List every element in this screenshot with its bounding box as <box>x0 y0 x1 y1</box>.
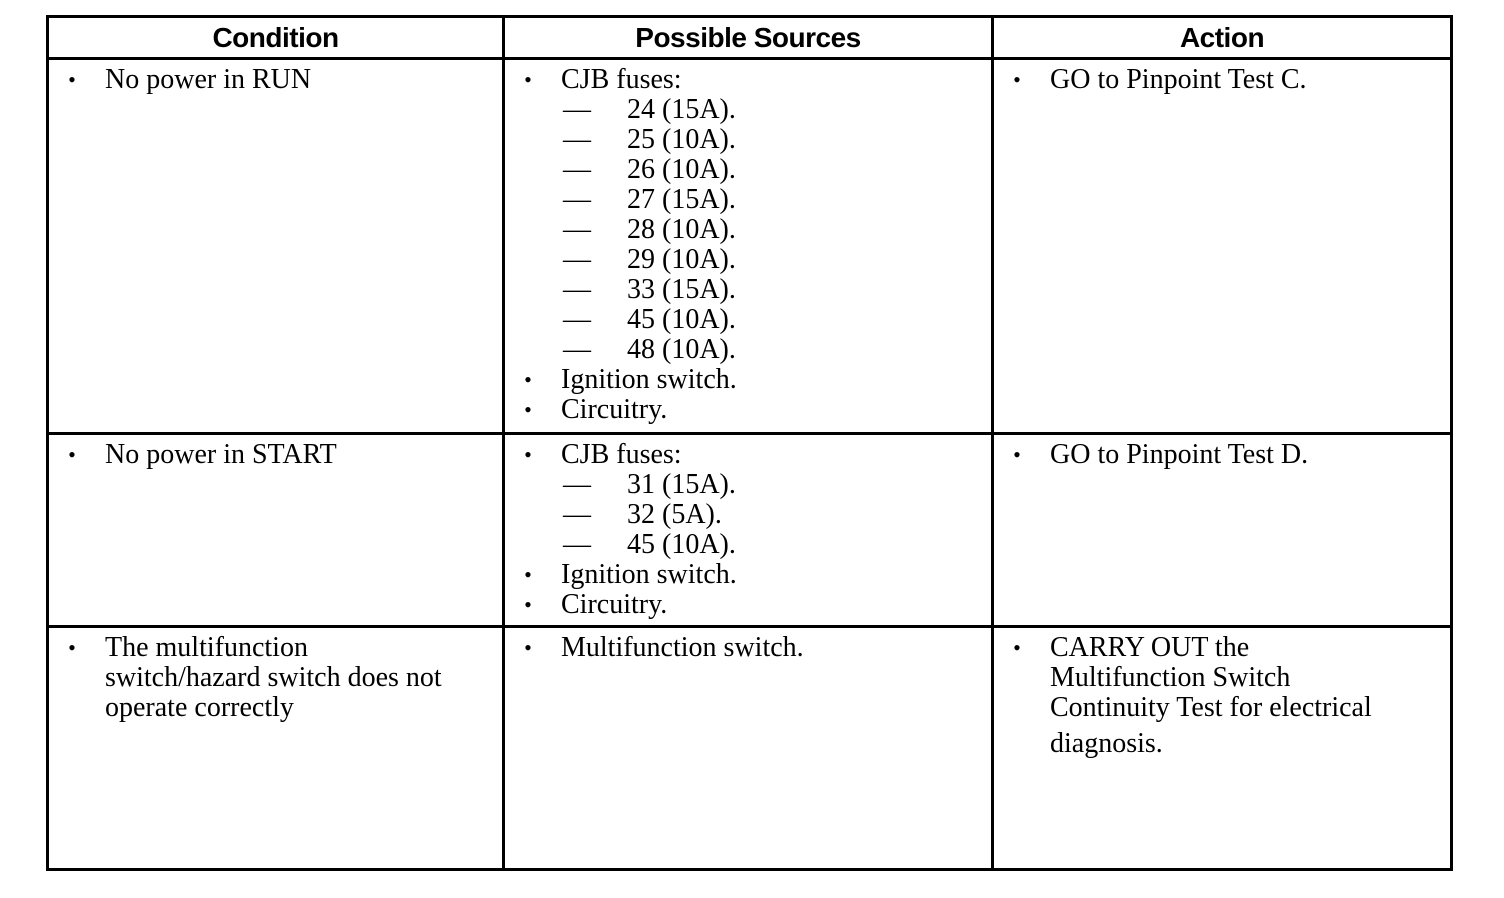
fuses-label: CJB fuses: <box>561 64 682 95</box>
source-item: Ignition switch. <box>561 559 737 590</box>
fuse-item: 25 (10A). <box>627 124 736 155</box>
bullet-icon: • <box>68 67 76 92</box>
bullet-icon: • <box>524 442 532 467</box>
condition-line: The multifunction <box>105 632 308 663</box>
fuse-item: 45 (10A). <box>627 529 736 560</box>
dash-icon: — <box>563 469 591 500</box>
dash-icon: — <box>563 214 591 245</box>
action-text: GO to Pinpoint Test D. <box>1050 439 1309 470</box>
fuse-item: 48 (10A). <box>627 334 736 365</box>
header-row <box>48 17 1452 59</box>
condition-cell <box>48 59 504 434</box>
table-row <box>48 627 1452 870</box>
bullet-icon: • <box>68 442 76 467</box>
action-line: Multifunction Switch <box>1050 662 1291 693</box>
bullet-icon: • <box>524 562 532 587</box>
condition-text: No power in RUN <box>105 64 312 95</box>
source-item: Circuitry. <box>561 394 668 425</box>
dash-icon: — <box>563 304 591 335</box>
action-line: CARRY OUT the <box>1050 632 1250 663</box>
table-row <box>48 59 1452 434</box>
fuse-item: 32 (5A). <box>627 499 722 530</box>
fuse-item: 29 (10A). <box>627 244 736 275</box>
source-item: Multifunction switch. <box>561 632 804 663</box>
dash-icon: — <box>563 94 591 125</box>
source-item: Ignition switch. <box>561 364 737 395</box>
action-cell <box>993 59 1452 434</box>
dash-icon: — <box>563 274 591 305</box>
sources-cell <box>504 434 993 627</box>
dash-icon: — <box>563 184 591 215</box>
bullet-icon: • <box>524 635 532 660</box>
condition-line: switch/hazard switch does not <box>105 662 442 693</box>
dash-icon: — <box>563 154 591 185</box>
source-item: Circuitry. <box>561 589 668 620</box>
table-row <box>48 434 1452 627</box>
bullet-icon: • <box>68 635 76 660</box>
action-cell <box>993 434 1452 627</box>
fuse-item: 45 (10A). <box>627 304 736 335</box>
action-text: GO to Pinpoint Test C. <box>1050 64 1307 95</box>
bullet-icon: • <box>1013 442 1021 467</box>
bullet-icon: • <box>524 592 532 617</box>
bullet-icon: • <box>524 67 532 92</box>
header-action: Action <box>993 17 1452 59</box>
action-cell <box>993 627 1452 870</box>
bullet-icon: • <box>1013 67 1021 92</box>
dash-icon: — <box>563 244 591 275</box>
condition-text: No power in START <box>105 439 337 470</box>
diagnosis-table <box>46 15 1453 871</box>
fuse-item: 26 (10A). <box>627 154 736 185</box>
header-possible-sources: Possible Sources <box>504 17 993 59</box>
sources-cell <box>504 59 993 434</box>
fuse-item: 27 (15A). <box>627 184 736 215</box>
condition-cell <box>48 627 504 870</box>
dash-icon: — <box>563 334 591 365</box>
fuse-item: 31 (15A). <box>627 469 736 500</box>
header-condition: Condition <box>48 17 504 59</box>
fuse-item: 28 (10A). <box>627 214 736 245</box>
fuse-item: 33 (15A). <box>627 274 736 305</box>
dash-icon: — <box>563 124 591 155</box>
condition-cell <box>48 434 504 627</box>
bullet-icon: • <box>524 397 532 422</box>
bullet-icon: • <box>1013 635 1021 660</box>
sources-cell <box>504 627 993 870</box>
dash-icon: — <box>563 499 591 530</box>
bullet-icon: • <box>524 367 532 392</box>
action-line: Continuity Test for electrical <box>1050 692 1372 723</box>
dash-icon: — <box>563 529 591 560</box>
fuse-item: 24 (15A). <box>627 94 736 125</box>
action-line: diagnosis. <box>1050 728 1163 759</box>
condition-line: operate correctly <box>105 692 294 723</box>
fuses-label: CJB fuses: <box>561 439 682 470</box>
